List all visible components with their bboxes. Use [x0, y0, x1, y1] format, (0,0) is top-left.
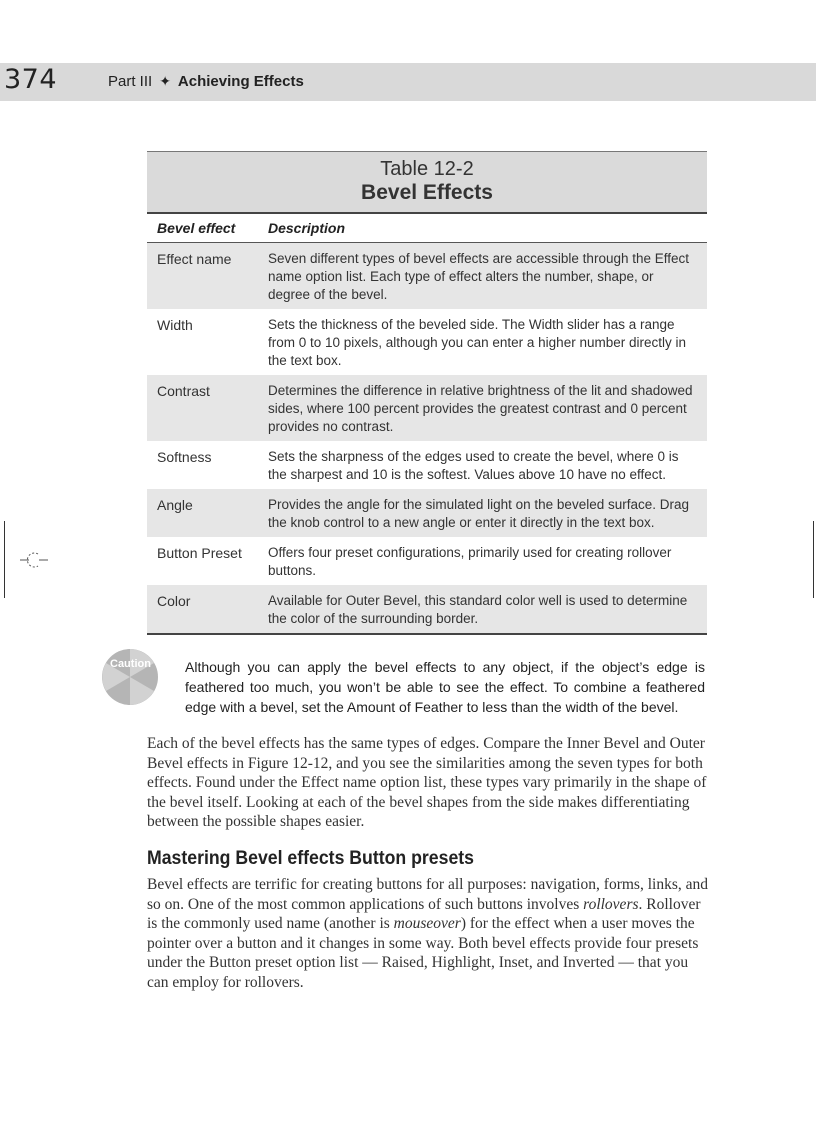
- row-description: Provides the angle for the simulated light on the beveled surface. Drag the knob control to a new angle or enter it directly in the text box.: [268, 497, 689, 530]
- text-run: ) for the effect when a user moves the pointer over a button and it changes in some way. Both bevel effects provide four presets under the Button preset option list — Raised, Highlight, Inset, and Inverted — that you can employ for rollovers.: [147, 915, 699, 991]
- text-run: Bevel effects are terrific for creating buttons for all purposes: navigation, forms, links, and so on. One of the most common applications of such buttons involves: [147, 876, 708, 913]
- table-header-row: [147, 214, 707, 243]
- text-run: . Rollover is the commonly used name (another is: [147, 895, 701, 932]
- row-effect-name: Button Preset: [157, 545, 242, 561]
- emphasis-mouseover: mouseover: [393, 915, 461, 932]
- table-row: [147, 585, 707, 635]
- table-row: [147, 243, 707, 309]
- column-header-description: Description: [268, 220, 346, 236]
- table-row: [147, 309, 707, 375]
- table-row: [147, 441, 707, 489]
- table-row: [147, 537, 707, 585]
- section-heading: Mastering Bevel effects Button presets: [147, 848, 474, 869]
- row-effect-name: Contrast: [157, 383, 210, 399]
- row-effect-name: Width: [157, 317, 193, 333]
- part-label: Part III: [108, 73, 153, 90]
- table-caption: [147, 151, 707, 214]
- registration-target-icon: [20, 550, 48, 570]
- chapter-title: Achieving Effects: [177, 73, 304, 90]
- caution-icon: [101, 648, 159, 706]
- row-description: Sets the sharpness of the edges used to create the bevel, where 0 is the sharpest and 10 is the softest. Values above 10 have no effect.: [268, 449, 679, 482]
- row-effect-name: Color: [157, 593, 191, 609]
- row-effect-name: Softness: [157, 449, 212, 465]
- bevel-effects-table: [147, 151, 707, 635]
- column-header-bevel-effect: Bevel effect: [157, 220, 236, 236]
- row-description: Seven different types of bevel effects are accessible through the Effect name option list. Each type of effect alters the number, shape, or degree of the bevel.: [268, 251, 690, 302]
- body-paragraph: [147, 875, 709, 992]
- body-paragraph: Each of the bevel effects has the same types of edges. Compare the Inner Bevel and Outer Bevel effects in Figure 12-12, and you see the similarities among the seven types for both effects. Found under the Effect name option list, these types vary primarily in the shape of the bevel itself. Looking at each of the bevel shapes from the side makes differentiating between the possible shapes easier.: [147, 735, 707, 830]
- row-effect-name: Angle: [157, 497, 193, 513]
- caution-text: Although you can apply the bevel effects to any object, if the object’s edge is feathered too much, you won’t be able to see the effect. To combine a feathered edge with a bevel, set the Amount of Feather to less than the width of the bevel.: [185, 659, 705, 715]
- running-header: [0, 63, 816, 101]
- table-row: [147, 375, 707, 441]
- part-chapter-line: [108, 73, 304, 90]
- page-number: 374: [4, 64, 58, 95]
- table-number: Table 12-2: [380, 158, 474, 180]
- crop-mark-right: [813, 521, 814, 598]
- row-description: Available for Outer Bevel, this standard color well is used to determine the color of the surrounding border.: [268, 593, 688, 626]
- table-title: Bevel Effects: [361, 181, 493, 204]
- row-effect-name: Effect name: [157, 251, 232, 267]
- diamond-separator-icon: ✦: [159, 73, 171, 89]
- row-description: Sets the thickness of the beveled side. The Width slider has a range from 0 to 10 pixels, although you can enter a higher number directly in the text box.: [268, 317, 686, 368]
- row-description: Determines the difference in relative brightness of the lit and shadowed sides, where 100 percent provides the greatest contrast and 0 percent provides no contrast.: [268, 383, 693, 434]
- table-row: [147, 489, 707, 537]
- emphasis-rollovers: rollovers: [583, 895, 639, 913]
- crop-mark-left: [4, 521, 5, 598]
- caution-label: Caution: [110, 658, 151, 670]
- row-description: Offers four preset configurations, primarily used for creating rollover buttons.: [268, 545, 672, 578]
